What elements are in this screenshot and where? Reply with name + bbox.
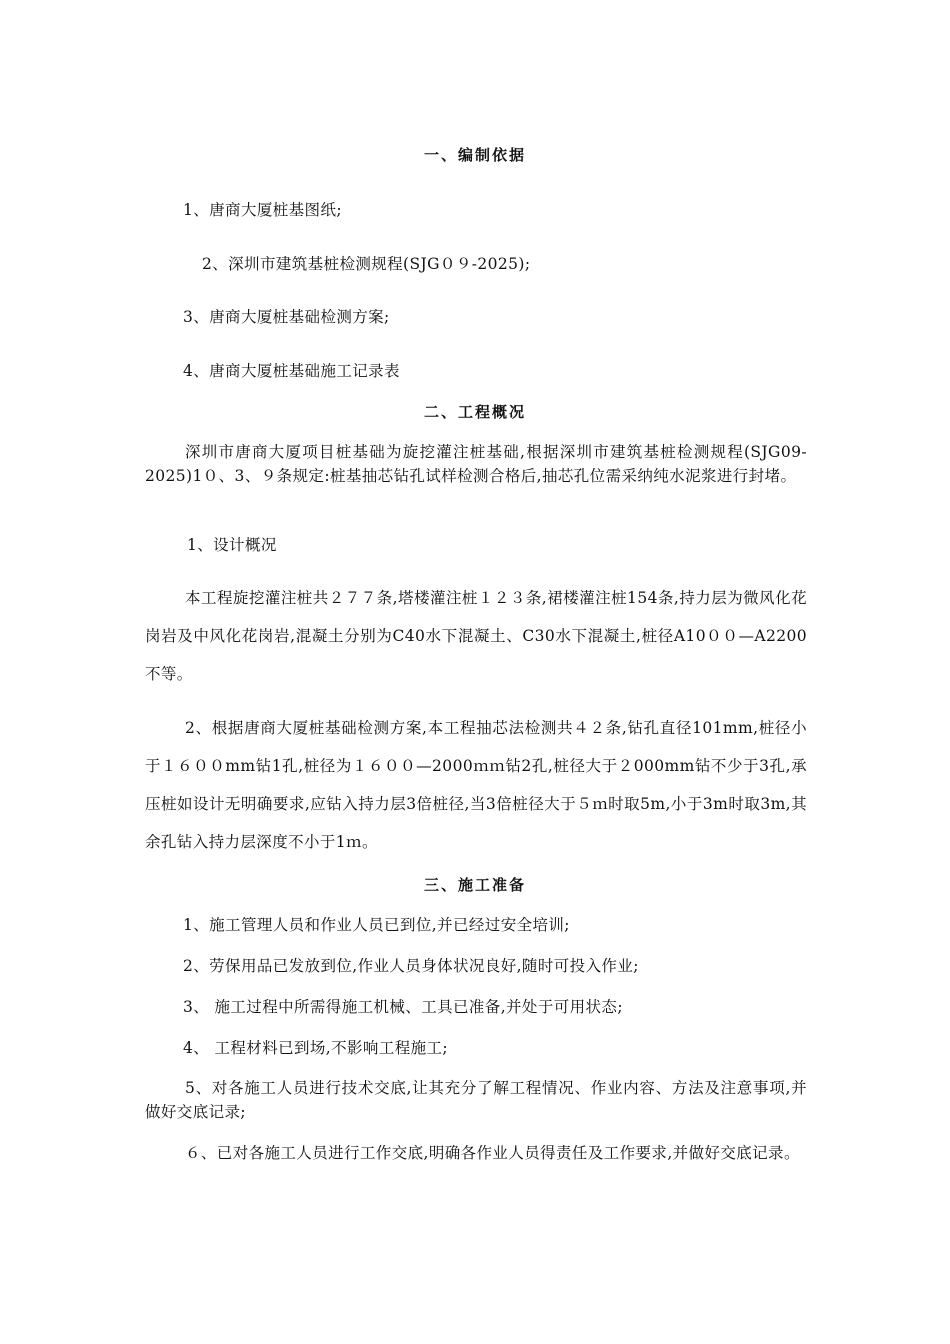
- preparation-item-4: 4、 工程材料已到场,不影响工程施工;: [183, 1039, 449, 1057]
- preparation-item-2: 2、劳保用品已发放到位,作业人员身体状况良好,随时可投入作业;: [183, 957, 639, 975]
- overview-intro-paragraph: 深圳市唐商大厦项目桩基础为旋挖灌注桩基础,根据深圳市建筑基桩检测规程(SJG09-2025)1０、3、９条规定:桩基抽芯钻孔试样检测合格后,抽芯孔位需采纳纯水泥浆进行封堵。: [145, 443, 807, 485]
- section-heading-overview: 二、工程概况: [423, 403, 526, 421]
- basis-item-4: 4、唐商大厦桩基础施工记录表: [183, 362, 400, 380]
- preparation-item-3: 3、 施工过程中所需得施工机械、工具已准备,并处于可用状态;: [183, 998, 623, 1016]
- basis-item-2: 2、深圳市建筑基桩检测规程(SJG０９-2025);: [202, 255, 531, 273]
- design-overview-paragraph: 本工程旋挖灌注桩共２７７条,塔楼灌注桩１２３条,裙楼灌注桩154条,持力层为微风化花岗岩及中风化花岗岩,混凝土分别为C40水下混凝土、C30水下混凝土,桩径A10００—A2200不等。: [145, 589, 807, 683]
- preparation-item-6: ６、已对各施工人员进行工作交底,明确各作业人员得责任及工作要求,并做好交底记录。: [185, 1144, 800, 1162]
- preparation-item-5: 5、对各施工人员进行技术交底,让其充分了解工程情况、作业内容、方法及注意事项,并做好交底记录;: [145, 1079, 807, 1121]
- basis-item-1: 1、唐商大厦桩基图纸;: [183, 201, 342, 219]
- coring-scheme-paragraph: 2、根据唐商大厦桩基础检测方案,本工程抽芯法检测共４２条,钻孔直径101mm,桩径小于１６００mm钻1孔,桩径为１６００—2000ｍｍ钻2孔,桩径大于２000mm钻不少于3孔,承压桩如设计无明确要求,应钻入持力层3倍桩径,当3倍桩径大于５ｍ时取5m,小于3m时取3m,其余孔钻入持力层深度不小于1ｍ。: [145, 719, 807, 851]
- basis-item-3: 3、唐商大厦桩基础检测方案;: [183, 308, 390, 326]
- design-overview-subheading: 1、设计概况: [187, 536, 277, 554]
- section-heading-basis: 一、编制依据: [423, 146, 526, 164]
- preparation-item-1: 1、施工管理人员和作业人员已到位,并已经过安全培训;: [183, 916, 570, 934]
- section-heading-preparation: 三、施工准备: [423, 876, 526, 894]
